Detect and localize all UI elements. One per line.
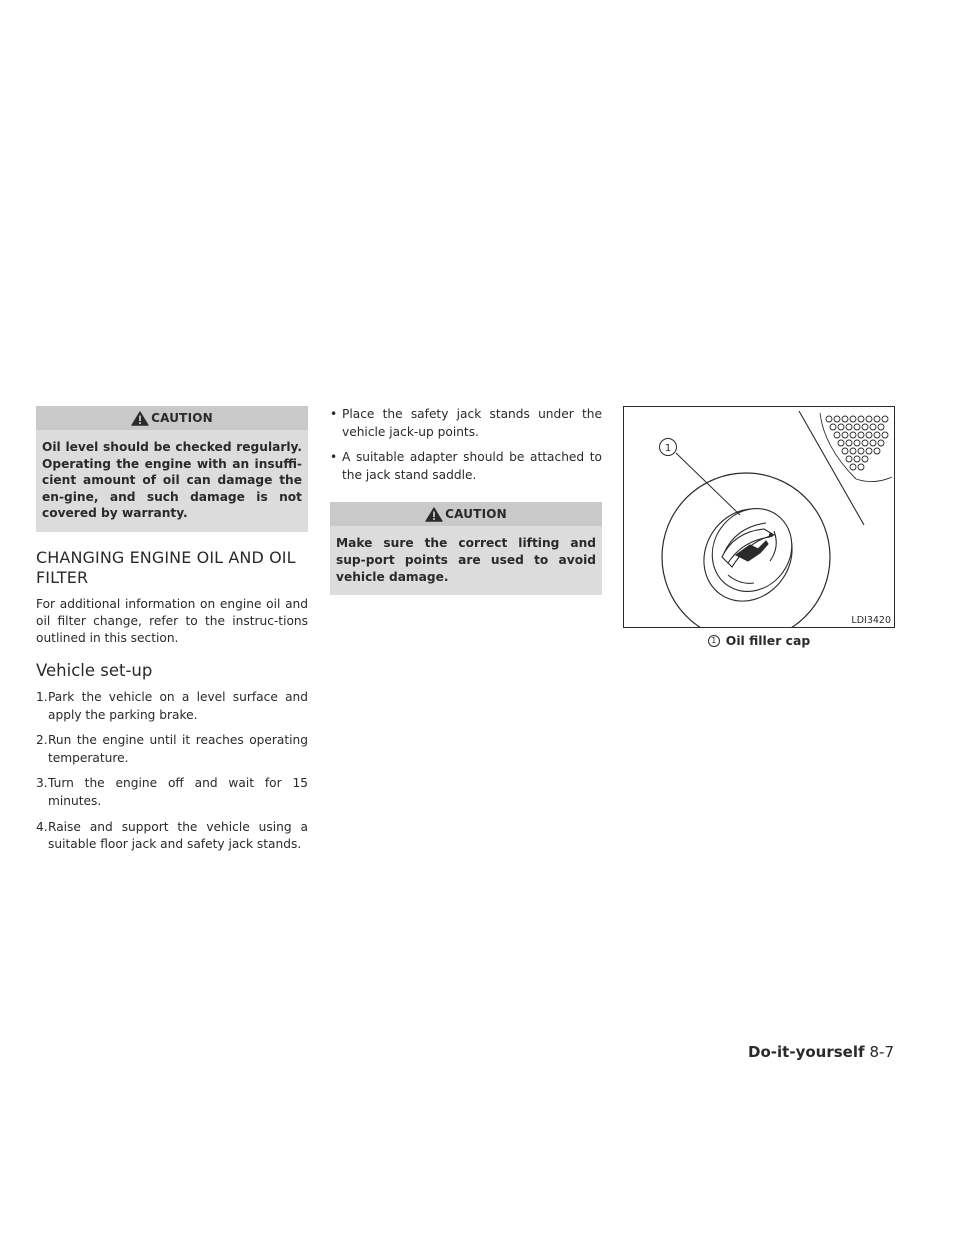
caution-label: CAUTION — [445, 507, 507, 522]
step-text: Turn the engine off and wait for 15 minutes. — [48, 776, 308, 808]
step-number: 1. — [36, 689, 48, 704]
caution-label: CAUTION — [151, 411, 213, 425]
oil-filler-cap-figure — [623, 406, 895, 628]
caution-box-oil-level — [36, 406, 308, 532]
caption-number: 1 — [708, 635, 720, 647]
figure-callout-number: 1 — [664, 443, 672, 454]
step-number: 2. — [36, 733, 48, 748]
caution-header — [330, 502, 602, 526]
figure-code: LDI3420 — [851, 615, 891, 626]
step-text: Raise and support the vehicle using a suitable floor jack and safety jack stands. — [48, 819, 308, 852]
page-number: 8-7 — [869, 1043, 894, 1061]
warning-triangle-icon — [131, 411, 149, 426]
caution-header — [36, 406, 308, 430]
warning-triangle-icon — [425, 507, 443, 522]
caution-box-lifting — [330, 502, 602, 595]
step-text: Run the engine until it reaches operating temperature. — [48, 733, 308, 765]
bullet-text: A suitable adapter should be attached to the jack stand saddle. — [342, 450, 602, 482]
section-title: CHANGING ENGINE OIL AND OIL FILTER — [36, 547, 296, 587]
caption-text: Oil filler cap — [725, 633, 811, 648]
list-item — [330, 406, 602, 441]
step-number: 4. — [36, 819, 48, 834]
bullet-list — [330, 406, 602, 484]
step-text: Park the vehicle on a level surface and apply the parking brake. — [48, 689, 308, 722]
list-item — [36, 732, 308, 767]
bullet-text: Place the safety jack stands under the vehicle jack-up points. — [342, 407, 602, 439]
left-column — [36, 406, 308, 862]
bullet-mark: • — [330, 450, 338, 465]
figure-caption — [623, 633, 895, 648]
list-item — [36, 689, 308, 724]
footer-section-name: Do-it-yourself — [748, 1043, 865, 1061]
list-item — [36, 819, 308, 854]
section-intro: For additional information on engine oil and oil filter change, refer to the instruc-tions outlined in this section. — [36, 596, 308, 645]
middle-column — [330, 406, 602, 611]
bullet-mark: • — [330, 407, 338, 421]
page-footer — [748, 1043, 894, 1061]
subsection-title: Vehicle set-up — [36, 660, 153, 680]
setup-steps-list — [36, 689, 308, 854]
step-number: 3. — [36, 776, 48, 791]
list-item — [330, 449, 602, 484]
right-column — [623, 406, 895, 648]
caution-text: Oil level should be checked regularly. Operating the engine with an insuffi-cient amount of oil can damage the en-gine, and such damage is not covered by warranty. — [42, 440, 302, 521]
oil-filler-cap-illustration — [624, 407, 894, 627]
caution-text: Make sure the correct lifting and sup-port points are used to avoid vehicle damage. — [336, 536, 596, 584]
list-item — [36, 775, 308, 810]
